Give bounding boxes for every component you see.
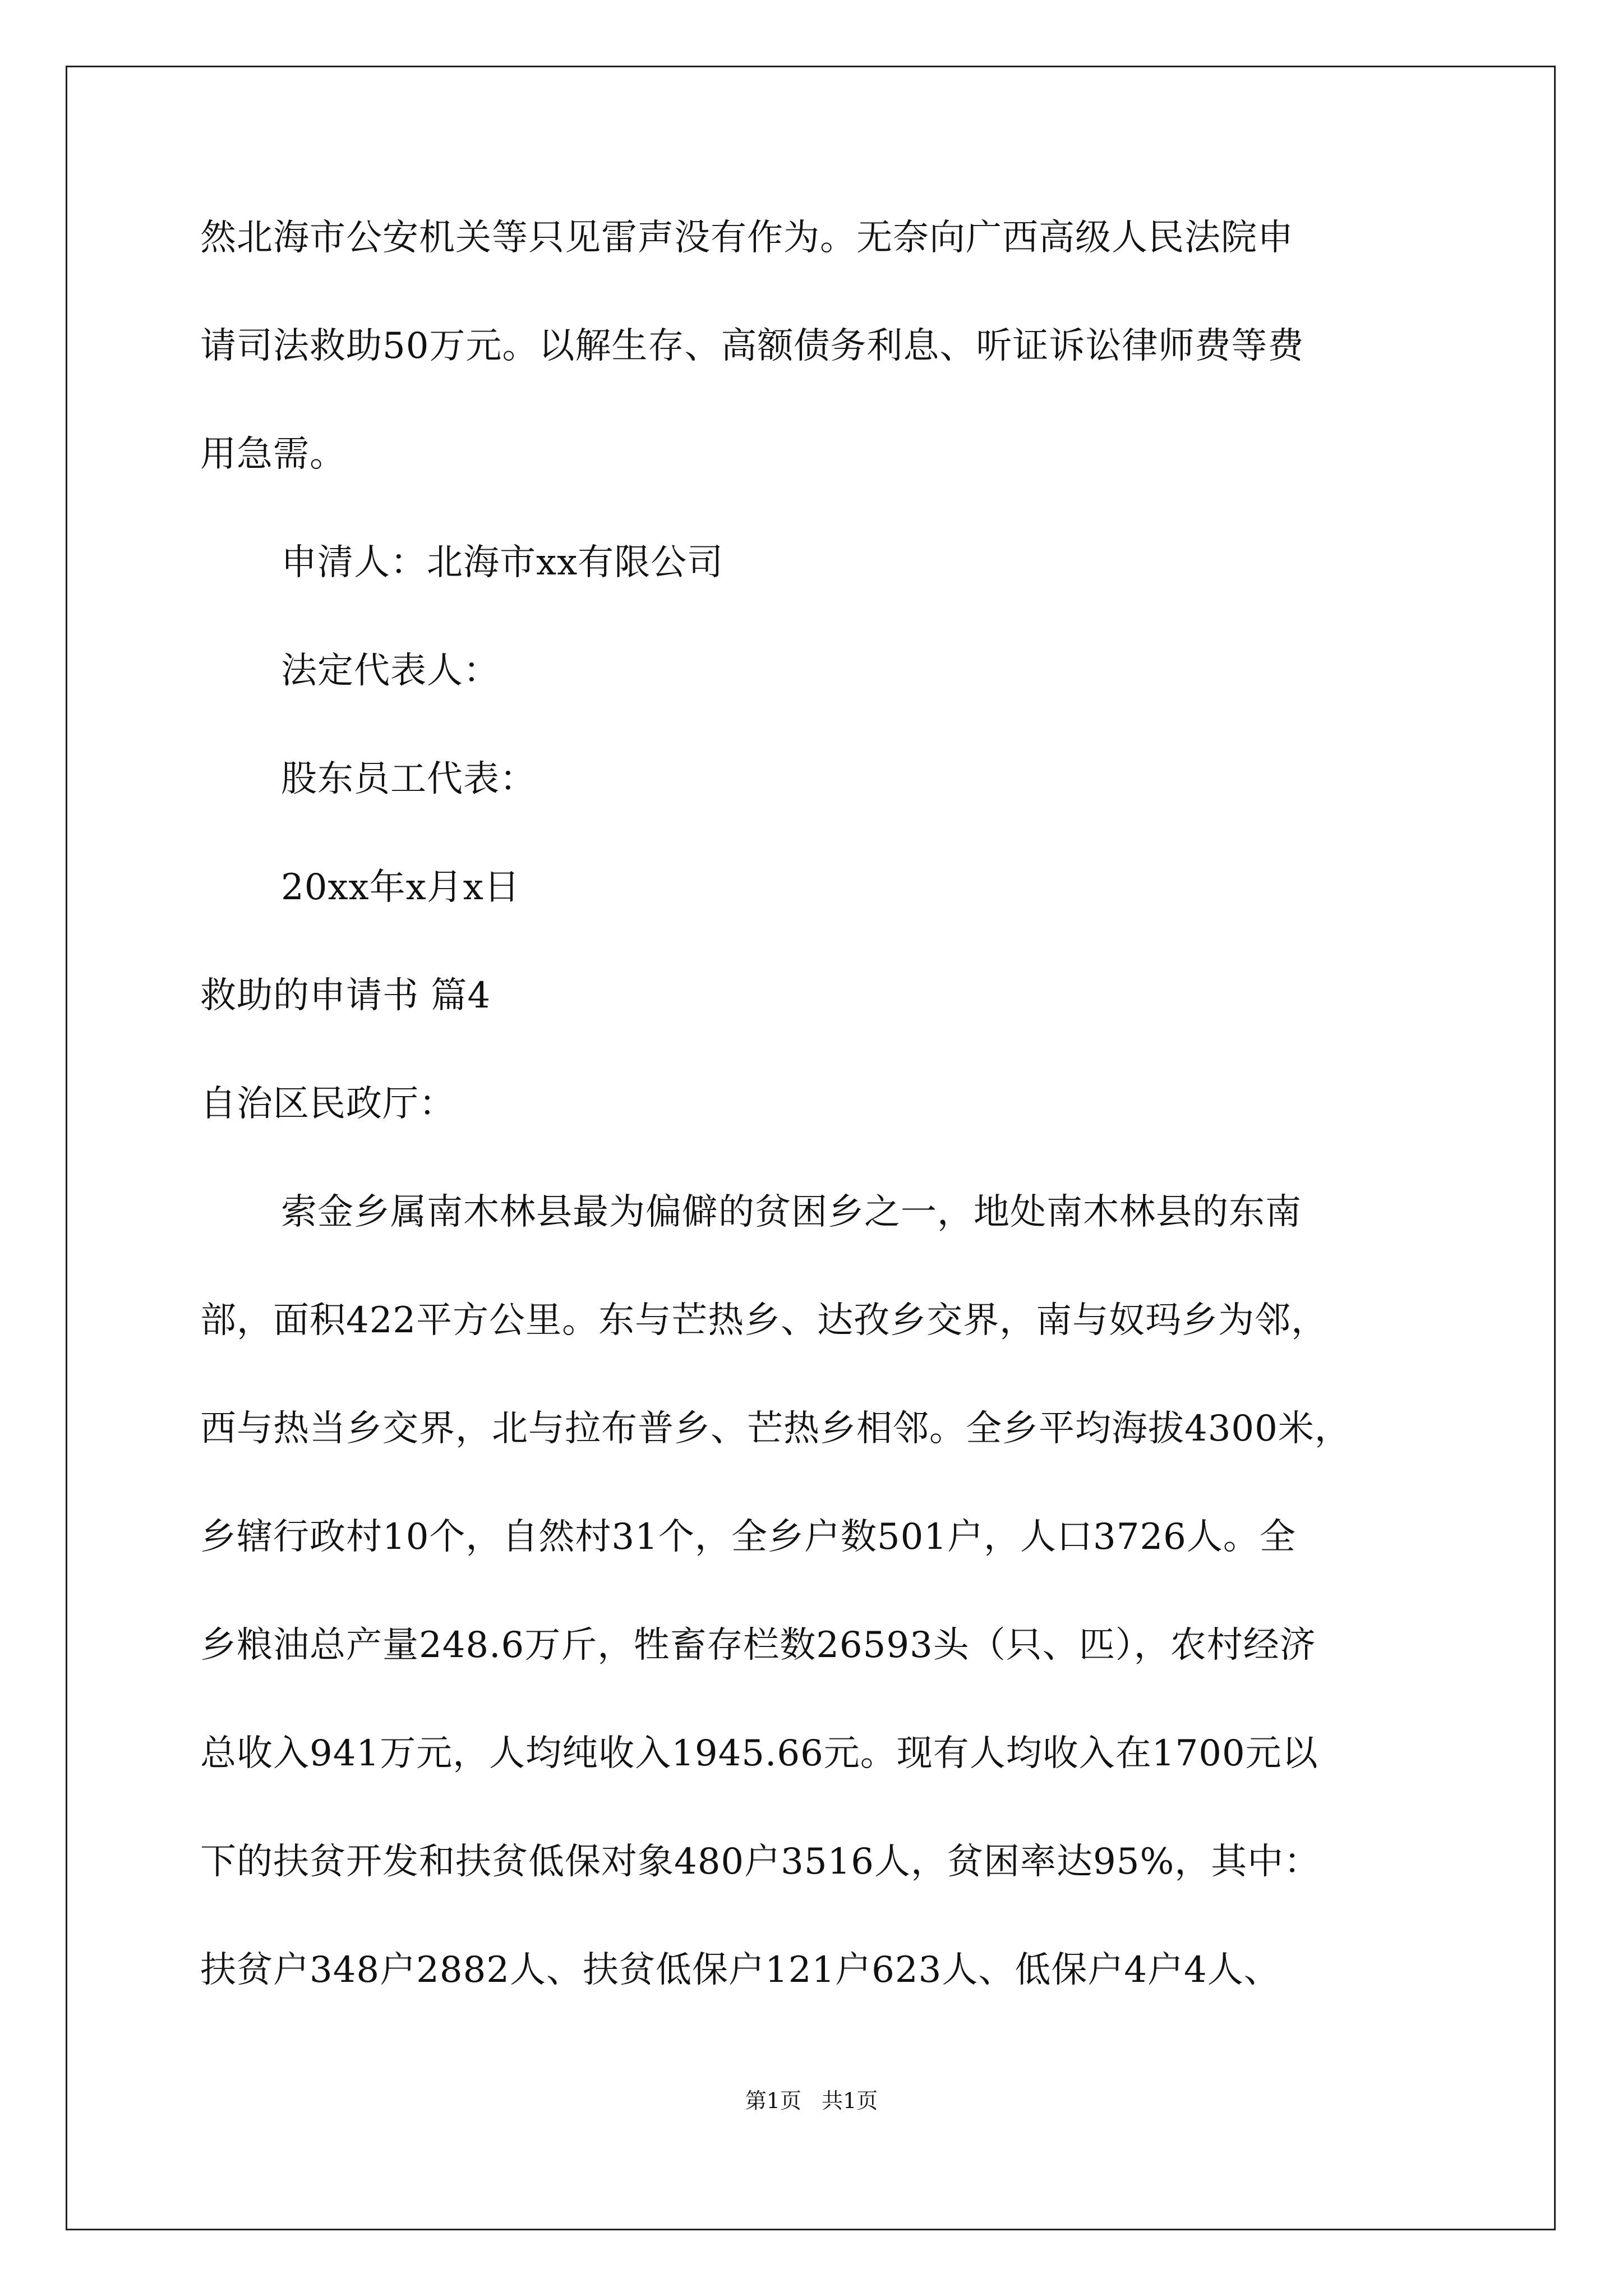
legal-representative-line: 法定代表人： [281,650,500,692]
body-line: 乡粮油总产量248.6万斤，牲畜存栏数26593头（只、匹），农村经济 [200,1625,1316,1666]
body-line: 然北海市公安机关等只见雷声没有作为。无奈向广西高级人民法院申 [200,217,1294,259]
body-line: 部，面积422平方公里。东与芒热乡、达孜乡交界，南与奴玛乡为邻， [200,1300,1328,1341]
body-line: 扶贫户348户2882人、扶贫低保户121户623人、低保户4户4人、 [200,1949,1280,1991]
date-line: 20xx年x月x日 [281,867,520,908]
body-line: 西与热当乡交界，北与拉布普乡、芒热乡相邻。全乡平均海拔4300米， [200,1408,1351,1450]
page-footer: 第1页 共1页 [745,2088,878,2113]
shareholder-representative-line: 股东员工代表： [281,758,536,800]
body-line: 索金乡属南木林县最为偏僻的贫困乡之一，地处南木林县的东南 [281,1191,1302,1233]
body-line: 乡辖行政村10个，自然村31个，全乡户数501户，人口3726人。全 [200,1516,1296,1558]
body-line: 下的扶贫开发和扶贫低保对象480户3516人，贫困率达95%，其中： [200,1841,1321,1883]
applicant-line: 申清人：北海市xx有限公司 [281,542,724,583]
body-line: 用急需。 [200,434,346,475]
body-line: 请司法救助50万元。以解生存、高额债务利息、听证诉讼律师费等费 [200,325,1304,367]
addressee-line: 自治区民政厅： [200,1083,455,1125]
section-heading: 救助的申请书 篇4 [200,975,491,1016]
document-body [200,217,1423,2060]
body-line: 总收入941万元，人均纯收入1945.66元。现有人均收入在1700元以 [200,1733,1318,1774]
